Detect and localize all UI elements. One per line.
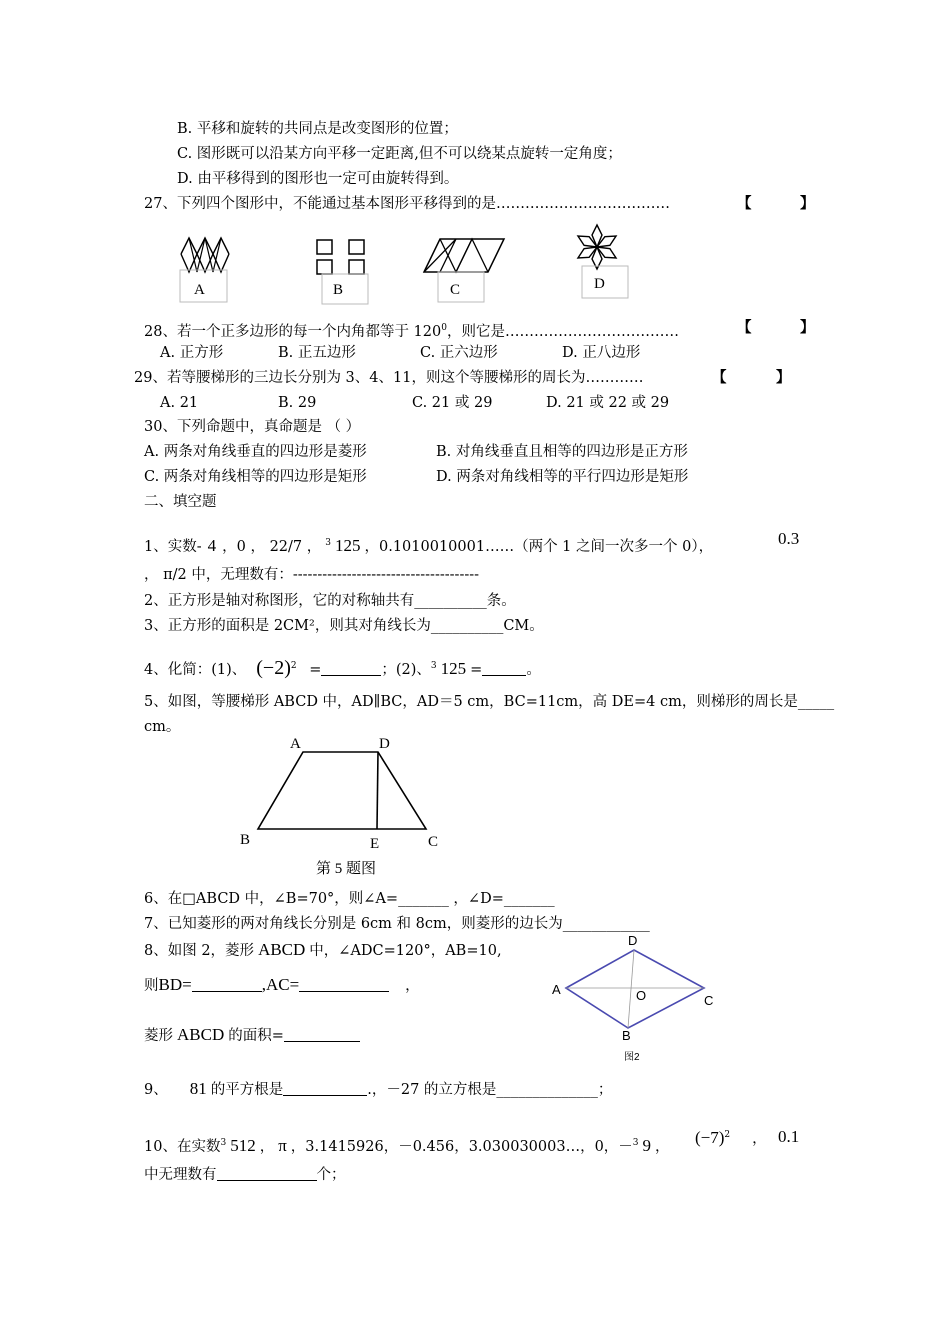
q28-option-c: C. 正六边形	[420, 345, 498, 361]
rhombus-point-b: B	[622, 1028, 631, 1043]
q29-option-a: A. 21	[160, 395, 199, 411]
f8-line1: 8、如图 2，菱形 ABCD 中，∠ADC=120°，AB=10,	[144, 940, 502, 959]
f10-line2: 中无理数有 个；	[144, 1167, 346, 1183]
f6-text: 6、在□ABCD 中，∠B=70°，则∠A=_______ ，∠D=_______	[144, 891, 555, 907]
trapezoid-point-c: C	[428, 834, 439, 850]
f1-line1: 1、实数- 4 ，0 ， 22/7 ， $^3$ 125 ，0.1010010001……（两个 1 之间一次多一个 0），	[144, 536, 714, 555]
q29-option-d: D. 21 或 22 或 29	[546, 395, 670, 411]
q28-stem: 28、若一个正多边形的每一个内角都等于 $120^0$，则它是………………………………	[144, 323, 679, 340]
q28-option-b: B. 正五边形	[278, 345, 356, 361]
f2-text: 2、正方形是轴对称图形，它的对称轴共有__________条。	[144, 593, 516, 609]
q26-option-d: D. 由平移得到的图形也一定可由旋转得到。	[177, 171, 459, 187]
q28-option-d: D. 正八边形	[562, 345, 641, 361]
f10-line1: 10、在实数$^3$ 512 ， π ，3.1415926，－0.456，3.030030003…，0，－$^3$ 9 ，	[144, 1136, 670, 1155]
q28-option-a: A. 正方形	[160, 345, 224, 361]
q27-figure-b	[314, 236, 374, 306]
q30-stem: 30、下列命题中，真命题是 （ ）	[144, 419, 361, 435]
q26-option-c: C. 图形既可以沿某方向平移一定距离,但不可以绕某点旋转一定角度；	[177, 146, 622, 162]
q27-bracket-left: 【	[737, 195, 752, 212]
f5-line1: 5、如图，等腰梯形 ABCD 中，AD∥BC，AD＝5 cm，BC=11cm，高 DE=4 cm，则梯形的周长是_____	[144, 694, 835, 710]
q29-option-c: C. 21 或 29	[412, 395, 493, 411]
q30-option-d: D. 两条对角线相等的平行四边形是矩形	[436, 469, 689, 485]
rhombus-point-c: C	[704, 993, 714, 1008]
q30-option-b: B. 对角线垂直且相等的四边形是正方形	[436, 444, 688, 460]
q27-figure-c	[420, 232, 508, 304]
q27-label-c: C	[450, 282, 461, 298]
rhombus-point-a: A	[552, 982, 561, 997]
f10-expr: $(-7)^2$ ，	[695, 1128, 767, 1147]
f10-value-0-1: 0.1	[778, 1127, 800, 1146]
q27-label-b: B	[333, 282, 344, 298]
q29-bracket-left: 【	[712, 369, 727, 386]
f5-line2: cm。	[144, 719, 181, 735]
q26-option-b: B. 平移和旋转的共同点是改变图形的位置；	[177, 121, 458, 137]
f4-line: 4、化简：(1)、 $(-2)^2$ = ；(2)、$^3$ 125 = 。	[144, 657, 541, 679]
q30-option-a: A. 两条对角线垂直的四边形是菱形	[144, 444, 367, 460]
q27-label-d: D	[594, 276, 605, 292]
f1-value-0-3: 0.3	[778, 529, 800, 548]
trapezoid-point-b: B	[240, 832, 251, 848]
q27-stem: 27、下列四个图形中，不能通过基本图形平移得到的是………………………………	[144, 196, 670, 212]
q28-bracket-right: 】	[800, 319, 815, 336]
trapezoid-figure	[250, 740, 440, 840]
q27-bracket-right: 】	[800, 195, 815, 212]
q29-stem: 29、若等腰梯形的三边长分别为 3、4、11，则这个等腰梯形的周长为…………	[134, 370, 644, 386]
trapezoid-point-d: D	[379, 736, 390, 752]
q30-option-c: C. 两条对角线相等的四边形是矩形	[144, 469, 367, 485]
f7-text: 7、已知菱形的两对角线长分别是 6cm 和 8cm，则菱形的边长为____________	[144, 916, 650, 932]
q28-bracket-left: 【	[737, 319, 752, 336]
rhombus-figure	[560, 944, 710, 1034]
q29-option-b: B. 29	[278, 395, 317, 411]
q29-bracket-right: 】	[776, 369, 791, 386]
trapezoid-caption: 第 5 题图	[316, 861, 377, 877]
f9-line: 9、 81 的平方根是 .，－27 的立方根是______________；	[144, 1079, 613, 1098]
rhombus-point-d: D	[628, 933, 638, 948]
rhombus-caption: 图2	[624, 1052, 640, 1063]
f3-text: 3、正方形的面积是 2CM²，则其对角线长为__________CM。	[144, 618, 544, 634]
q27-label-a: A	[194, 282, 205, 298]
trapezoid-point-a: A	[290, 736, 301, 752]
f8-line3: 菱形 ABCD 的面积=	[144, 1026, 360, 1045]
trapezoid-point-e: E	[370, 836, 380, 852]
f8-line2: 则BD= ,AC= ，	[144, 975, 420, 994]
rhombus-point-o: O	[636, 988, 647, 1003]
f1-line2: ， π/2 中，无理数有：--------------------------------------	[144, 567, 480, 583]
section-heading-fill-in: 二、填空题	[144, 494, 217, 510]
